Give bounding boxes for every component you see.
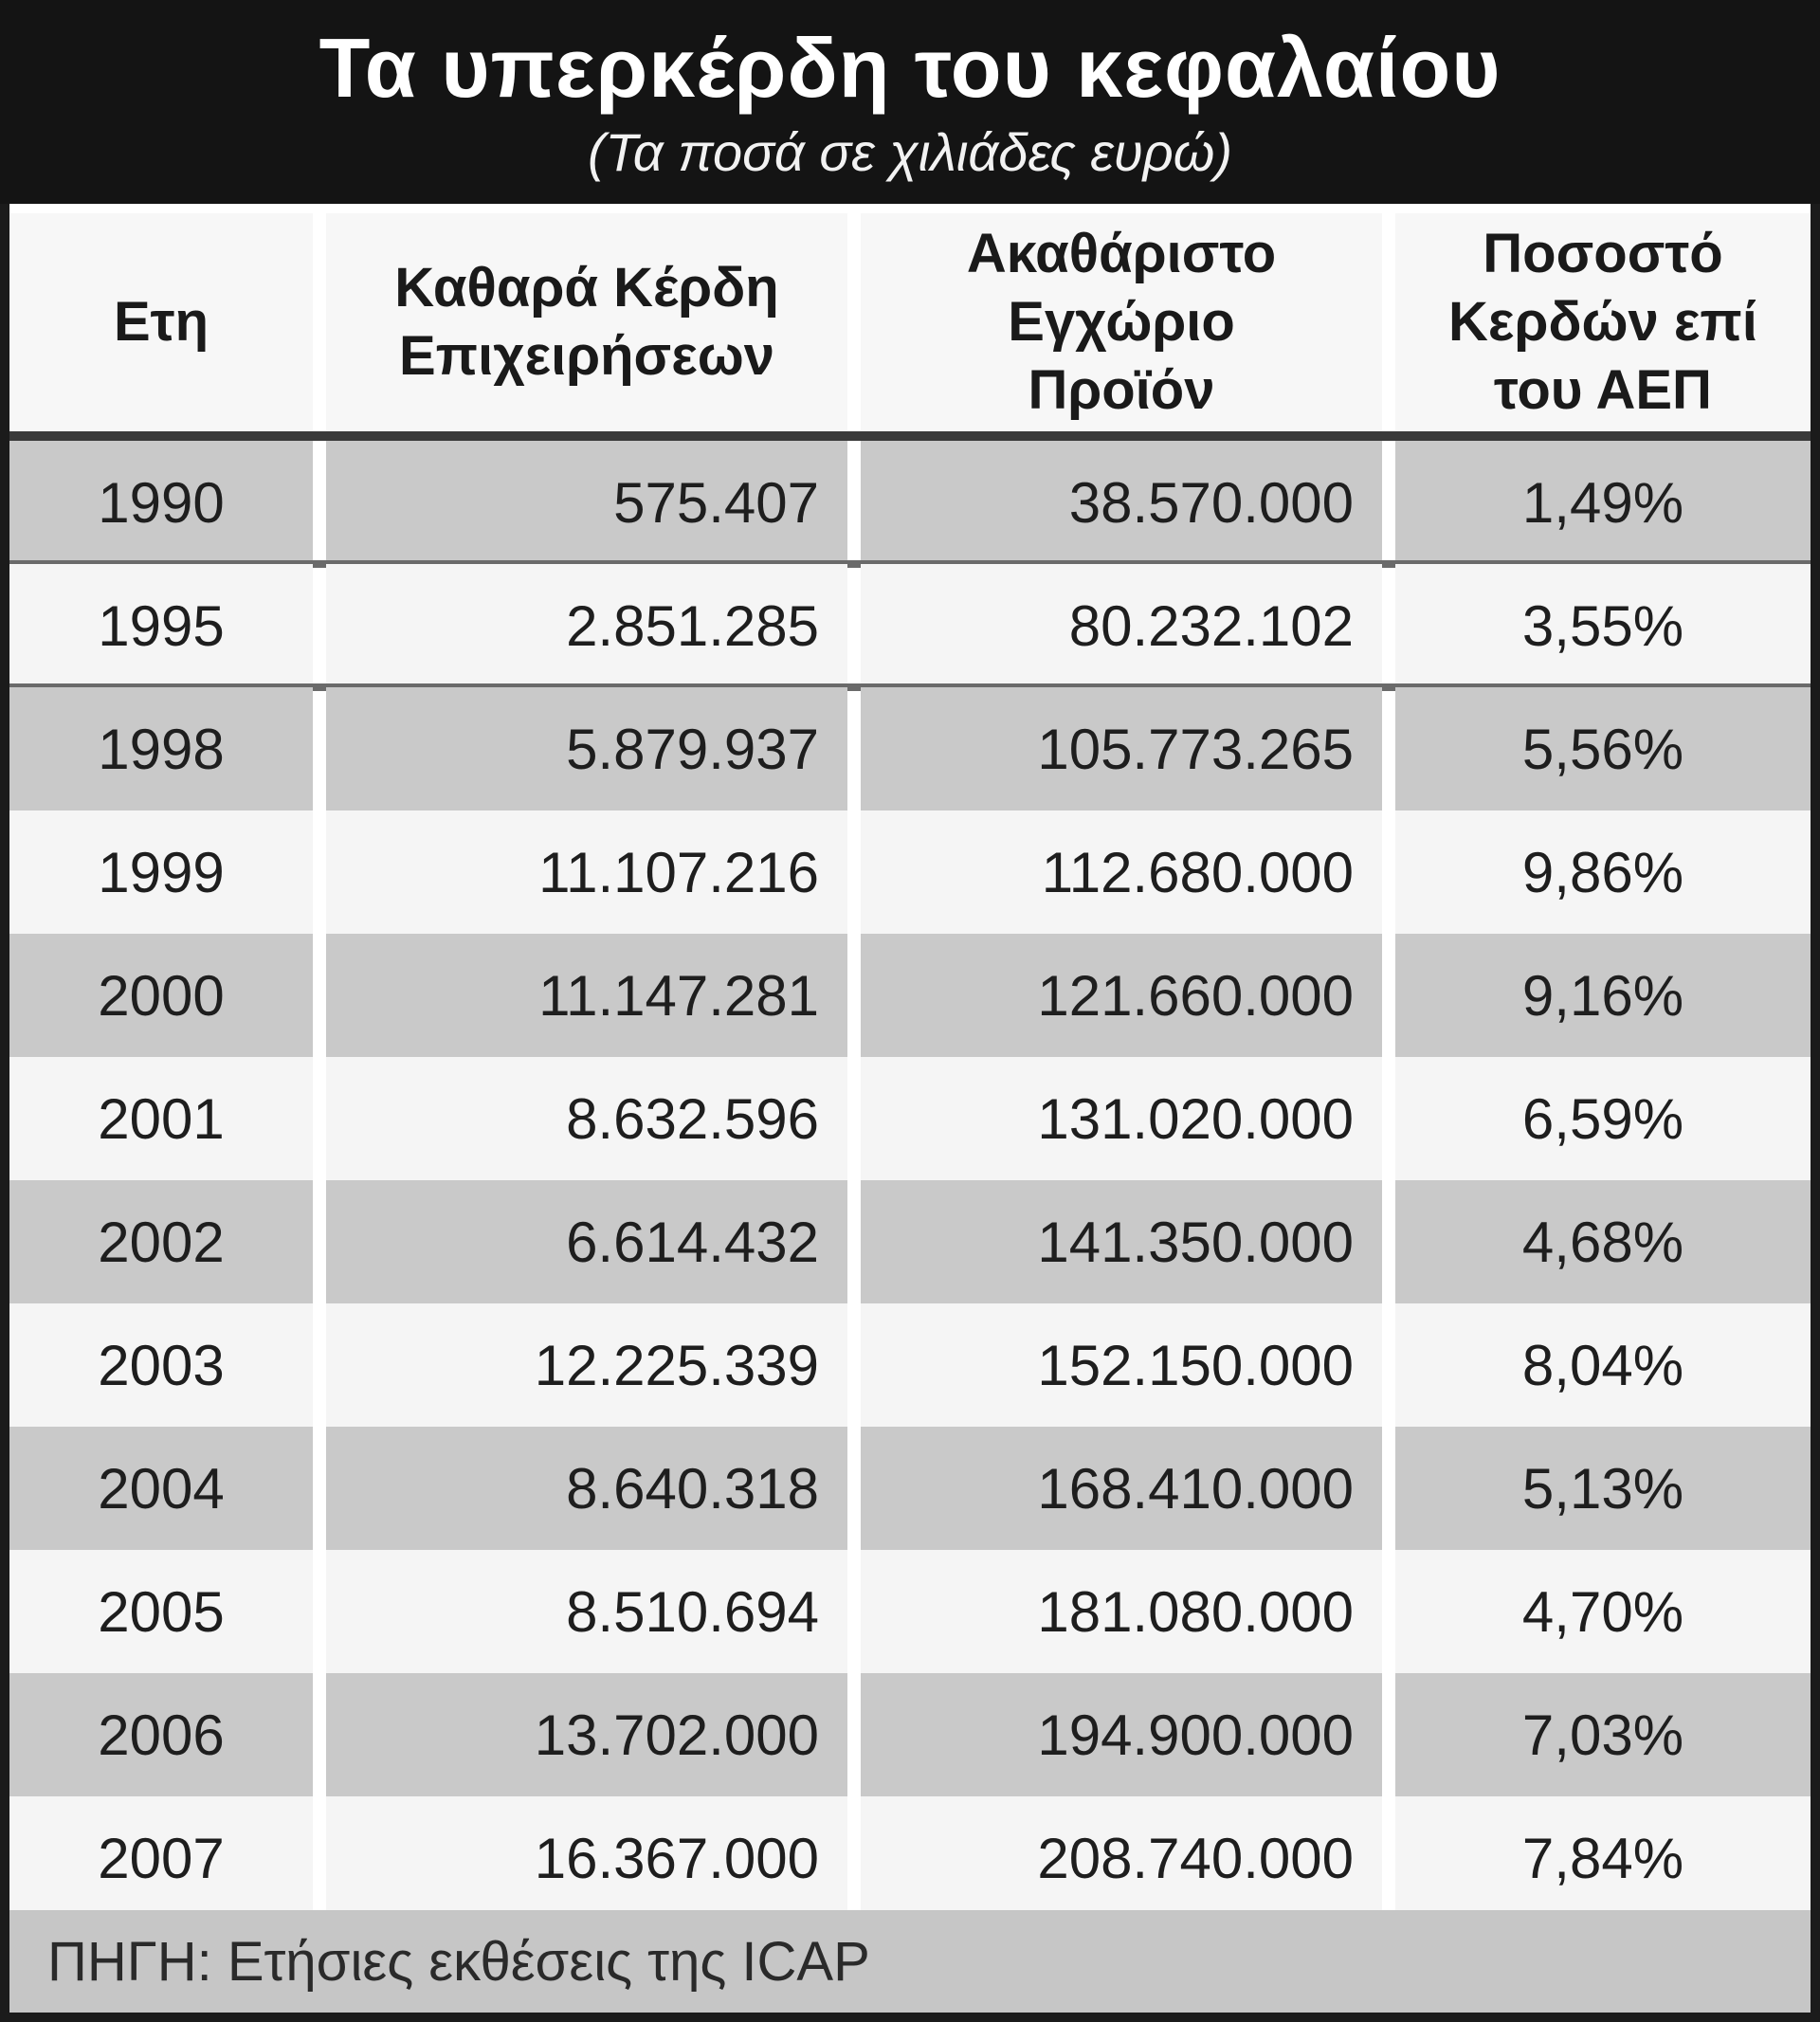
table-row [9, 1427, 1811, 1550]
year-cell: 2006 [9, 1673, 313, 1796]
profit-share-cell: 9,16% [1395, 934, 1811, 1057]
year-cell: 2007 [9, 1796, 313, 1920]
gdp-cell: 121.660.000 [861, 934, 1382, 1057]
gdp-cell: 152.150.000 [861, 1303, 1382, 1427]
table-row [9, 1796, 1811, 1920]
profit-share-cell: 8,04% [1395, 1303, 1811, 1427]
net-profit-cell: 2.851.285 [326, 564, 847, 687]
gdp-cell: 131.020.000 [861, 1057, 1382, 1180]
profit-share-cell: 6,59% [1395, 1057, 1811, 1180]
table-row [9, 934, 1811, 1057]
table-row [9, 687, 1811, 811]
profit-share-cell: 1,49% [1395, 441, 1811, 564]
net-profit-cell: 8.510.694 [326, 1550, 847, 1673]
net-profit-cell: 6.614.432 [326, 1180, 847, 1303]
profit-share-cell: 9,86% [1395, 811, 1811, 934]
year-cell: 1998 [9, 687, 313, 811]
net-profit-cell: 8.632.596 [326, 1057, 847, 1180]
profit-share-cell: 4,70% [1395, 1550, 1811, 1673]
table-row [9, 441, 1811, 564]
year-cell: 2000 [9, 934, 313, 1057]
gdp-cell: 112.680.000 [861, 811, 1382, 934]
column-header-gdp: Ακαθάριστο Εγχώριο Προϊόν [861, 213, 1382, 431]
gdp-cell: 168.410.000 [861, 1427, 1382, 1550]
year-cell: 2002 [9, 1180, 313, 1303]
gdp-cell: 194.900.000 [861, 1673, 1382, 1796]
gdp-cell: 181.080.000 [861, 1550, 1382, 1673]
net-profit-cell: 8.640.318 [326, 1427, 847, 1550]
gdp-cell: 38.570.000 [861, 441, 1382, 564]
table-row [9, 1057, 1811, 1180]
year-cell: 2004 [9, 1427, 313, 1550]
table-row [9, 1673, 1811, 1796]
year-cell: 2003 [9, 1303, 313, 1427]
column-header-profit-share: Ποσοστό Κερδών επί του ΑΕΠ [1395, 213, 1811, 431]
gdp-cell: 141.350.000 [861, 1180, 1382, 1303]
profit-share-cell: 3,55% [1395, 564, 1811, 687]
table-row [9, 1550, 1811, 1673]
profit-share-cell: 7,84% [1395, 1796, 1811, 1920]
gdp-cell: 105.773.265 [861, 687, 1382, 811]
year-cell: 2001 [9, 1057, 313, 1180]
column-header-row [9, 204, 1811, 431]
table-subtitle: (Τα ποσά σε χιλιάδες ευρώ) [587, 122, 1233, 182]
net-profit-cell: 13.702.000 [326, 1673, 847, 1796]
profit-share-cell: 7,03% [1395, 1673, 1811, 1796]
profit-share-cell: 5,13% [1395, 1427, 1811, 1550]
table-row [9, 1303, 1811, 1427]
source-note: ΠΗΓΗ: Ετήσιες εκθέσεις της ICAP [9, 1910, 1811, 2013]
net-profit-cell: 11.147.281 [326, 934, 847, 1057]
net-profit-cell: 16.367.000 [326, 1796, 847, 1920]
gdp-cell: 208.740.000 [861, 1796, 1382, 1920]
net-profit-cell: 5.879.937 [326, 687, 847, 811]
table-header-banner [0, 0, 1820, 204]
net-profit-cell: 575.407 [326, 441, 847, 564]
table-row [9, 811, 1811, 934]
header-divider [9, 431, 1811, 441]
net-profit-cell: 11.107.216 [326, 811, 847, 934]
profit-share-cell: 4,68% [1395, 1180, 1811, 1303]
table-row [9, 1180, 1811, 1303]
profit-share-cell: 5,56% [1395, 687, 1811, 811]
column-header-years: Ετη [9, 213, 313, 431]
column-header-net-profits: Καθαρά Κέρδη Επιχειρήσεων [326, 213, 847, 431]
table-title: Τα υπερκέρδη του κεφαλαίου [318, 21, 1502, 115]
table-row [9, 564, 1811, 687]
year-cell: 1999 [9, 811, 313, 934]
year-cell: 1990 [9, 441, 313, 564]
net-profit-cell: 12.225.339 [326, 1303, 847, 1427]
year-cell: 2005 [9, 1550, 313, 1673]
gdp-cell: 80.232.102 [861, 564, 1382, 687]
data-table [9, 204, 1811, 1910]
year-cell: 1995 [9, 564, 313, 687]
